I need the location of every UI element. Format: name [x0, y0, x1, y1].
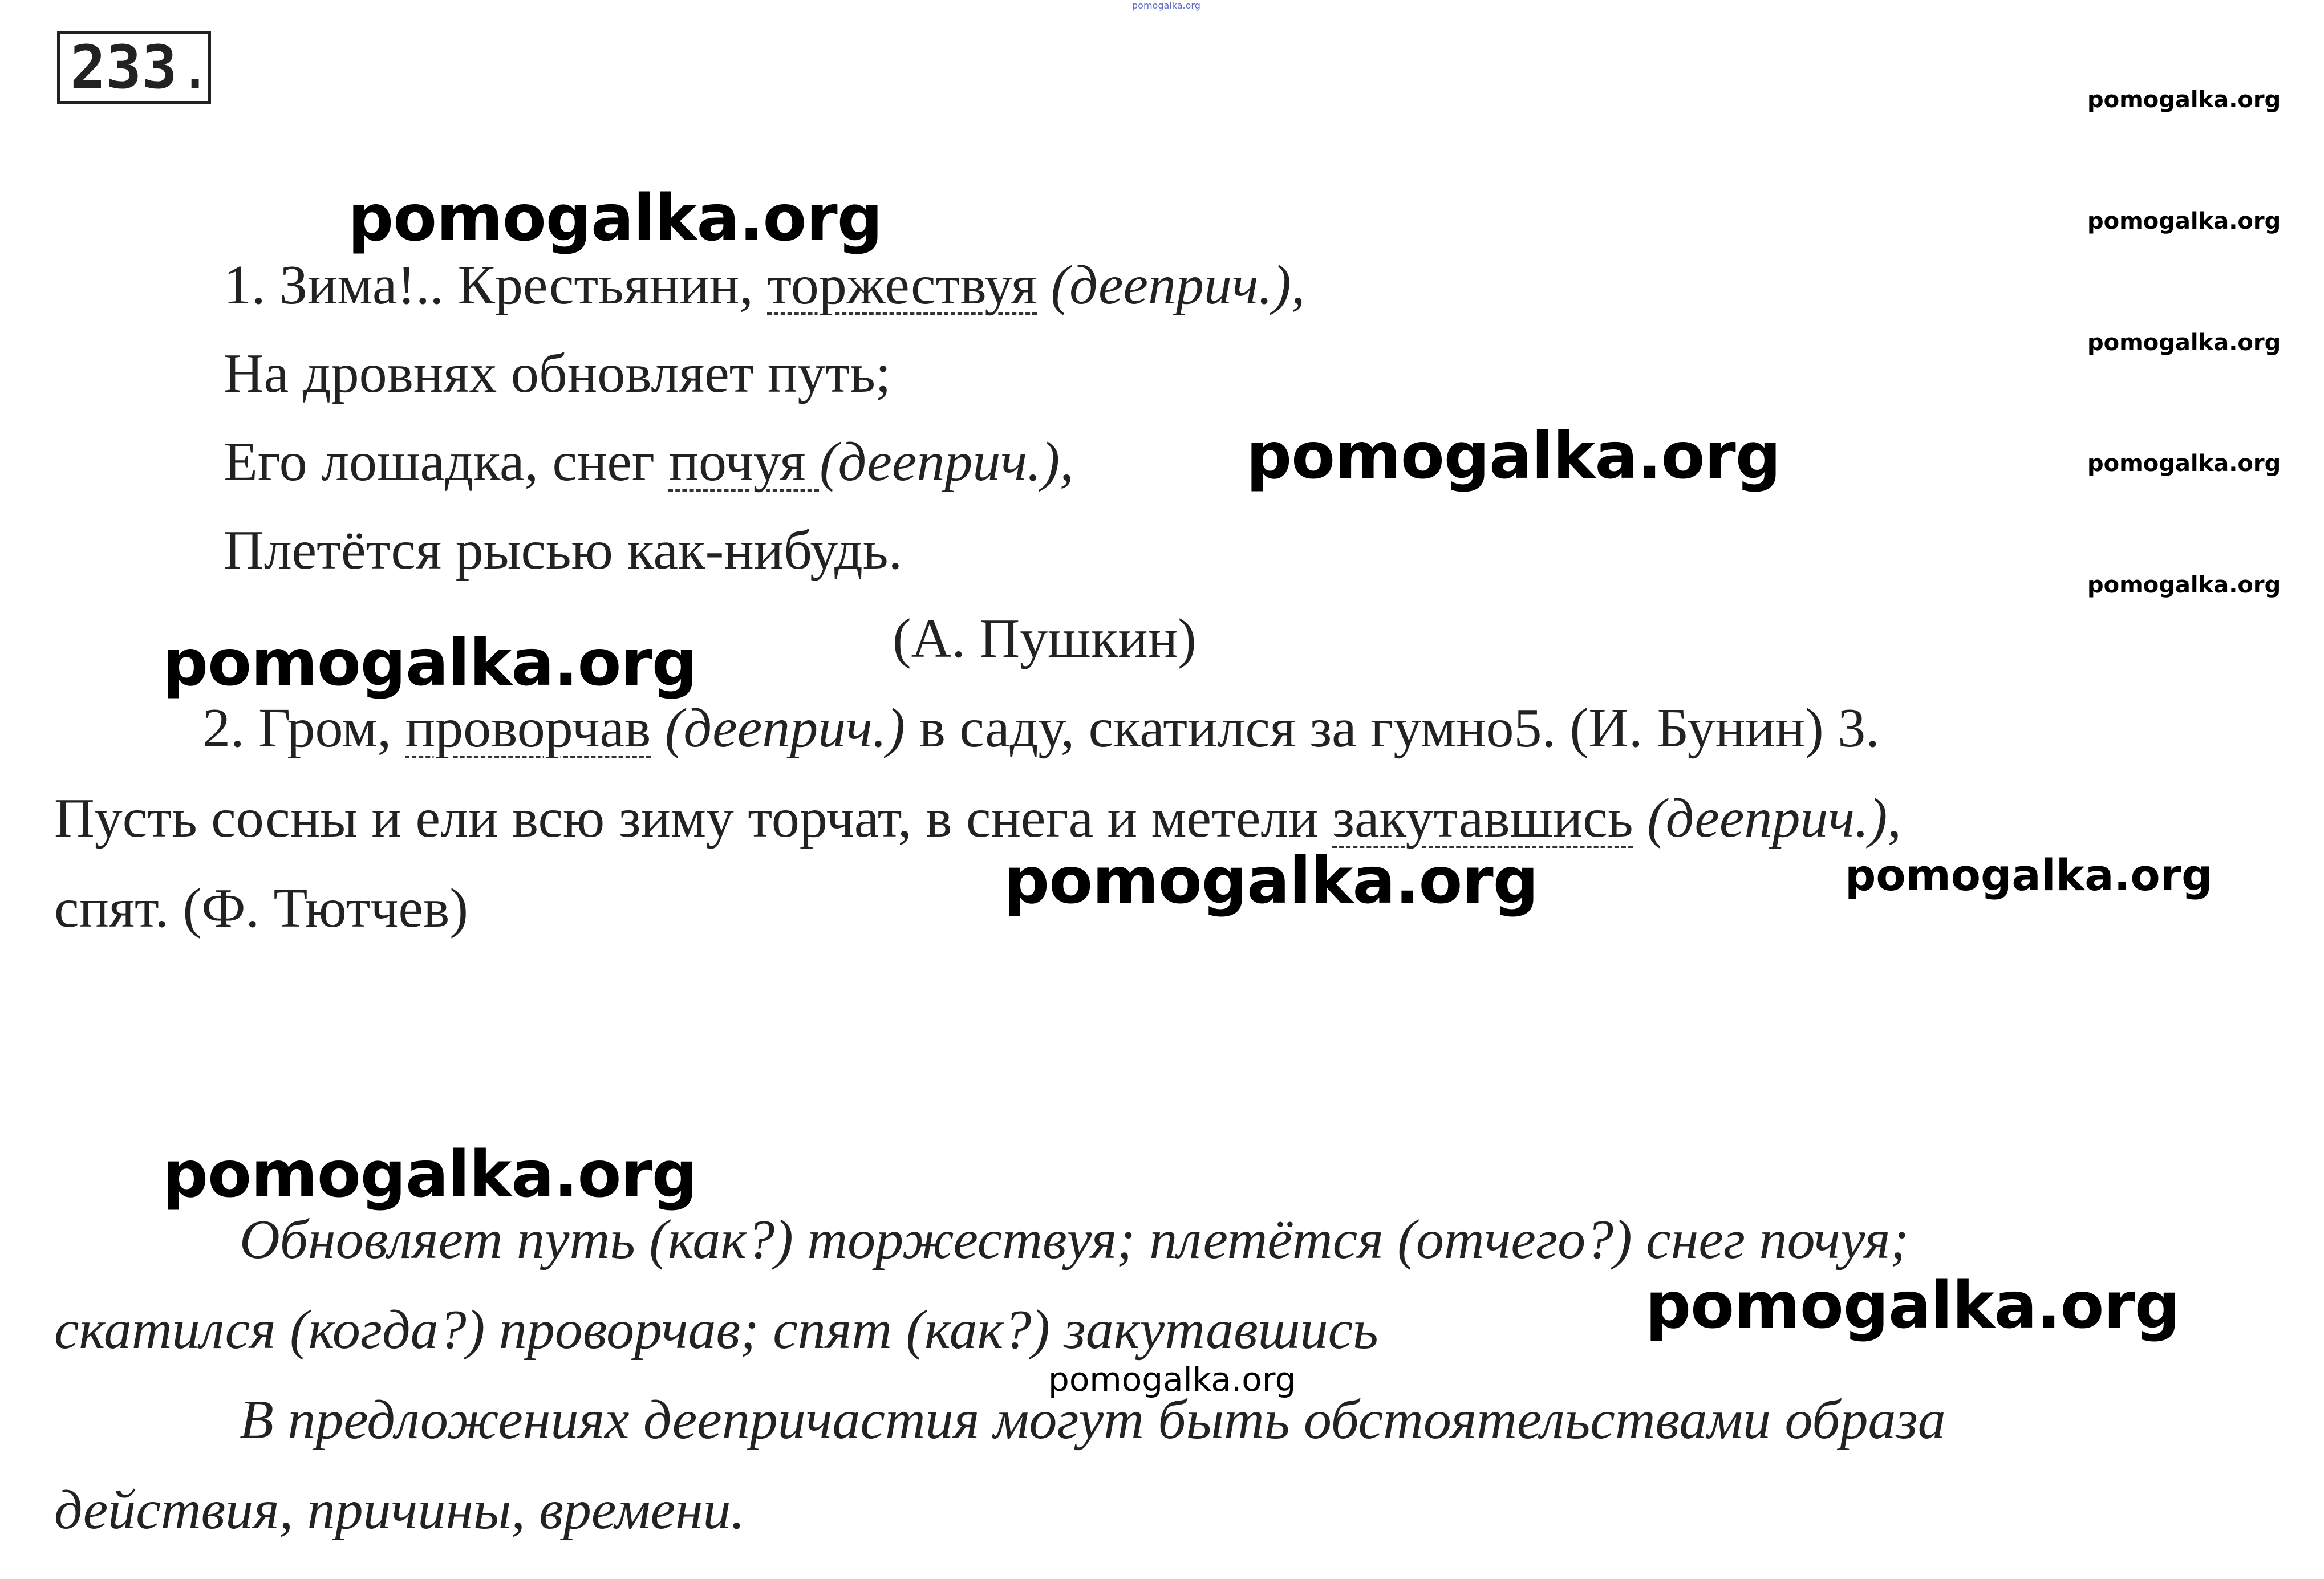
analysis-line-1: Обновляет путь (как?) торжествуя; плетётся (отчего?) снег почуя;	[240, 1209, 1909, 1270]
watermark-right-4: pomogalka.org	[2087, 450, 2281, 477]
watermark-big-1: pomogalka.org	[348, 181, 882, 255]
poem-line-3	[224, 428, 1074, 496]
para2-line-3: спят. (Ф. Тютчев)	[54, 878, 468, 939]
watermark-mid-1: pomogalka.org	[1845, 850, 2213, 900]
poem-line-4: Плетётся рысью как-нибудь.	[224, 519, 903, 581]
underlined-gerund: торжествуя	[767, 254, 1037, 316]
underlined-gerund: закутавшись	[1332, 788, 1633, 849]
watermark-right-1: pomogalka.org	[2087, 87, 2281, 113]
exercise-number: 233	[70, 33, 177, 102]
watermark-small-bottom: pomogalka.org	[1048, 1360, 1296, 1399]
gerund-note: (дееприч.),	[819, 431, 1074, 493]
para2-line-2	[54, 773, 1901, 863]
poem-author: (А. Пушкин)	[893, 608, 1197, 669]
watermark-big-5: pomogalka.org	[163, 1138, 697, 1212]
para2-text: в саду, скатился за гумно5. (И. Бунин) 3.	[905, 697, 1880, 759]
underlined-gerund: проворчав	[405, 697, 651, 759]
para2-text: 2. Гром,	[202, 697, 405, 759]
watermark-right-2: pomogalka.org	[2087, 208, 2281, 234]
gerund-note: (дееприч.)	[651, 697, 906, 759]
watermark-right-5: pomogalka.org	[2087, 572, 2281, 598]
poem-line-2: На дровнях обновляет путь;	[224, 343, 891, 404]
analysis-line-3: В предложениях деепричастия могут быть обстоятельствами образа	[240, 1389, 1946, 1451]
watermark-big-6: pomogalka.org	[1645, 1269, 2180, 1343]
watermark-big-2: pomogalka.org	[1246, 419, 1780, 493]
exercise-number-box	[57, 31, 211, 104]
para2-text: ,	[1887, 788, 1901, 849]
poem-line-1-text: 1. Зима!.. Крестьянин,	[224, 254, 768, 316]
watermark-right-3: pomogalka.org	[2087, 330, 2281, 356]
watermark-top: pomogalka.org	[1132, 0, 1200, 11]
underlined-gerund: почуя	[668, 431, 820, 493]
gerund-note: (дееприч.),	[1037, 254, 1305, 316]
analysis-line-2: скатился (когда?) проворчав; спят (как?) закутавшись	[54, 1299, 1378, 1361]
watermark-big-3: pomogalka.org	[163, 626, 697, 700]
watermark-big-4: pomogalka.org	[1004, 844, 1538, 918]
para2-line-1	[202, 683, 1880, 773]
poem-line-1	[224, 251, 1305, 319]
poem-line-3-text: Его лошадка, снег	[224, 431, 669, 493]
para2-text: Пусть сосны и ели всю зиму торчат, в снега и метели	[54, 788, 1333, 849]
exercise-number-dot: .	[177, 33, 213, 102]
gerund-note: (дееприч.)	[1633, 788, 1888, 849]
analysis-line-4: действия, причины, времени.	[54, 1479, 745, 1541]
